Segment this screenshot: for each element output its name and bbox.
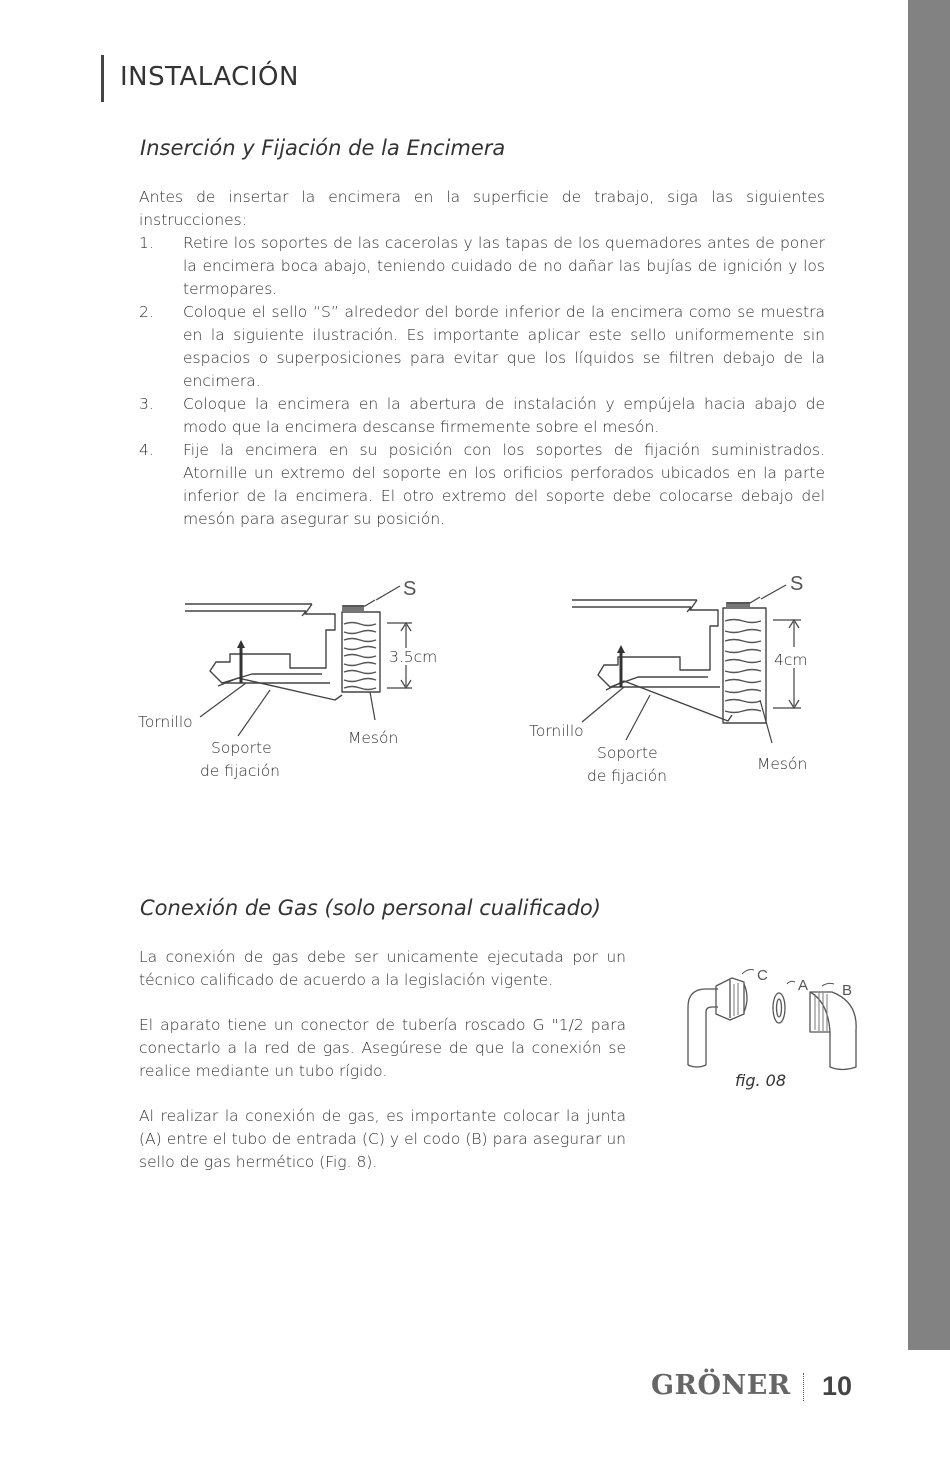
dimension-label: 3.5cm xyxy=(389,648,438,666)
list-item xyxy=(139,393,825,439)
step-number: 4. xyxy=(139,441,154,459)
footer-divider xyxy=(803,1373,804,1401)
list-item xyxy=(139,301,825,393)
label-b: B xyxy=(842,982,853,999)
step-text: Fije la encimera en su posición con los soportes de fijación suministrados. Atornille un extremo del soporte en los orificios perforados ubicados en la parte inferior de la encimera. El otro extremo del soporte debe colocarse debajo del mesón para asegurar su posición. xyxy=(183,441,825,528)
step-text: Retire los soportes de las cacerolas y las tapas de los quemadores antes de poner la encimera boca abajo, teniendo cuidado de no dañar las bujías de ignición y los termopares. xyxy=(183,234,825,298)
step-text: Coloque el sello “S” alrededor del borde inferior de la encimera como se muestra en la siguiente ilustración. Es importante aplicar este sello uniformemente sin espacios o superposiciones para evitar que los líquidos se filtren debajo de la encimera. xyxy=(183,303,825,390)
counter-label: Mesón xyxy=(348,729,399,747)
insertion-heading: Inserción y Fijación de la Encimera xyxy=(140,136,506,160)
step-number: 1. xyxy=(139,234,154,252)
list-item xyxy=(139,439,825,531)
installation-diagram-left xyxy=(130,570,450,800)
seal-label: S xyxy=(790,573,804,595)
section-title: INSTALACIÓN xyxy=(120,62,299,92)
screw-label: Tornillo xyxy=(529,722,584,740)
gas-connection-figure xyxy=(682,962,882,1082)
screw-label: Tornillo xyxy=(138,713,193,731)
dimension-label: 4cm xyxy=(774,651,808,669)
installation-diagram-right xyxy=(520,565,840,805)
bracket-label-line1: Soporte xyxy=(211,739,272,757)
step-number: 2. xyxy=(139,303,154,321)
insertion-intro: Antes de insertar la encimera en la superficie de trabajo, siga las siguientes instrucciones: xyxy=(139,188,825,229)
figure-caption: fig. 08 xyxy=(735,1071,787,1090)
gas-paragraph-3: Al realizar la conexión de gas, es importante colocar la junta (A) entre el tubo de entrada (C) y el codo (B) para asegurar un sello de gas hermético (Fig. 8). xyxy=(139,1107,626,1171)
label-c: C xyxy=(757,967,768,984)
page-number: 10 xyxy=(822,1371,853,1401)
list-item xyxy=(139,232,825,301)
seal-label: S xyxy=(403,578,417,600)
instruction-list xyxy=(139,232,825,531)
step-number: 3. xyxy=(139,395,154,413)
bracket-label-line1: Soporte xyxy=(597,744,658,762)
gas-paragraph-1: La conexión de gas debe ser unicamente ejecutada por un técnico calificado de acuerdo a la legislación vigente. xyxy=(139,948,626,989)
bracket-label-line2: de fijación xyxy=(200,762,281,780)
brand-logo: GRÖNER xyxy=(651,1370,791,1401)
bracket-label-line2: de fijación xyxy=(587,767,668,785)
counter-label: Mesón xyxy=(757,755,808,773)
side-tab xyxy=(908,0,950,1350)
gas-heading: Conexión de Gas (solo personal cualificado) xyxy=(140,896,601,920)
section-marker xyxy=(101,55,104,102)
label-a: A xyxy=(798,977,809,994)
gas-paragraph-2: El aparato tiene un conector de tubería roscado G "1/2 para conectarlo a la red de gas. Asegúrese de que la conexión se realice mediante un tubo rígido. xyxy=(139,1016,626,1080)
step-text: Coloque la encimera en la abertura de instalación y empújela hacia abajo de modo que la encimera descanse firmemente sobre el mesón. xyxy=(183,395,825,436)
